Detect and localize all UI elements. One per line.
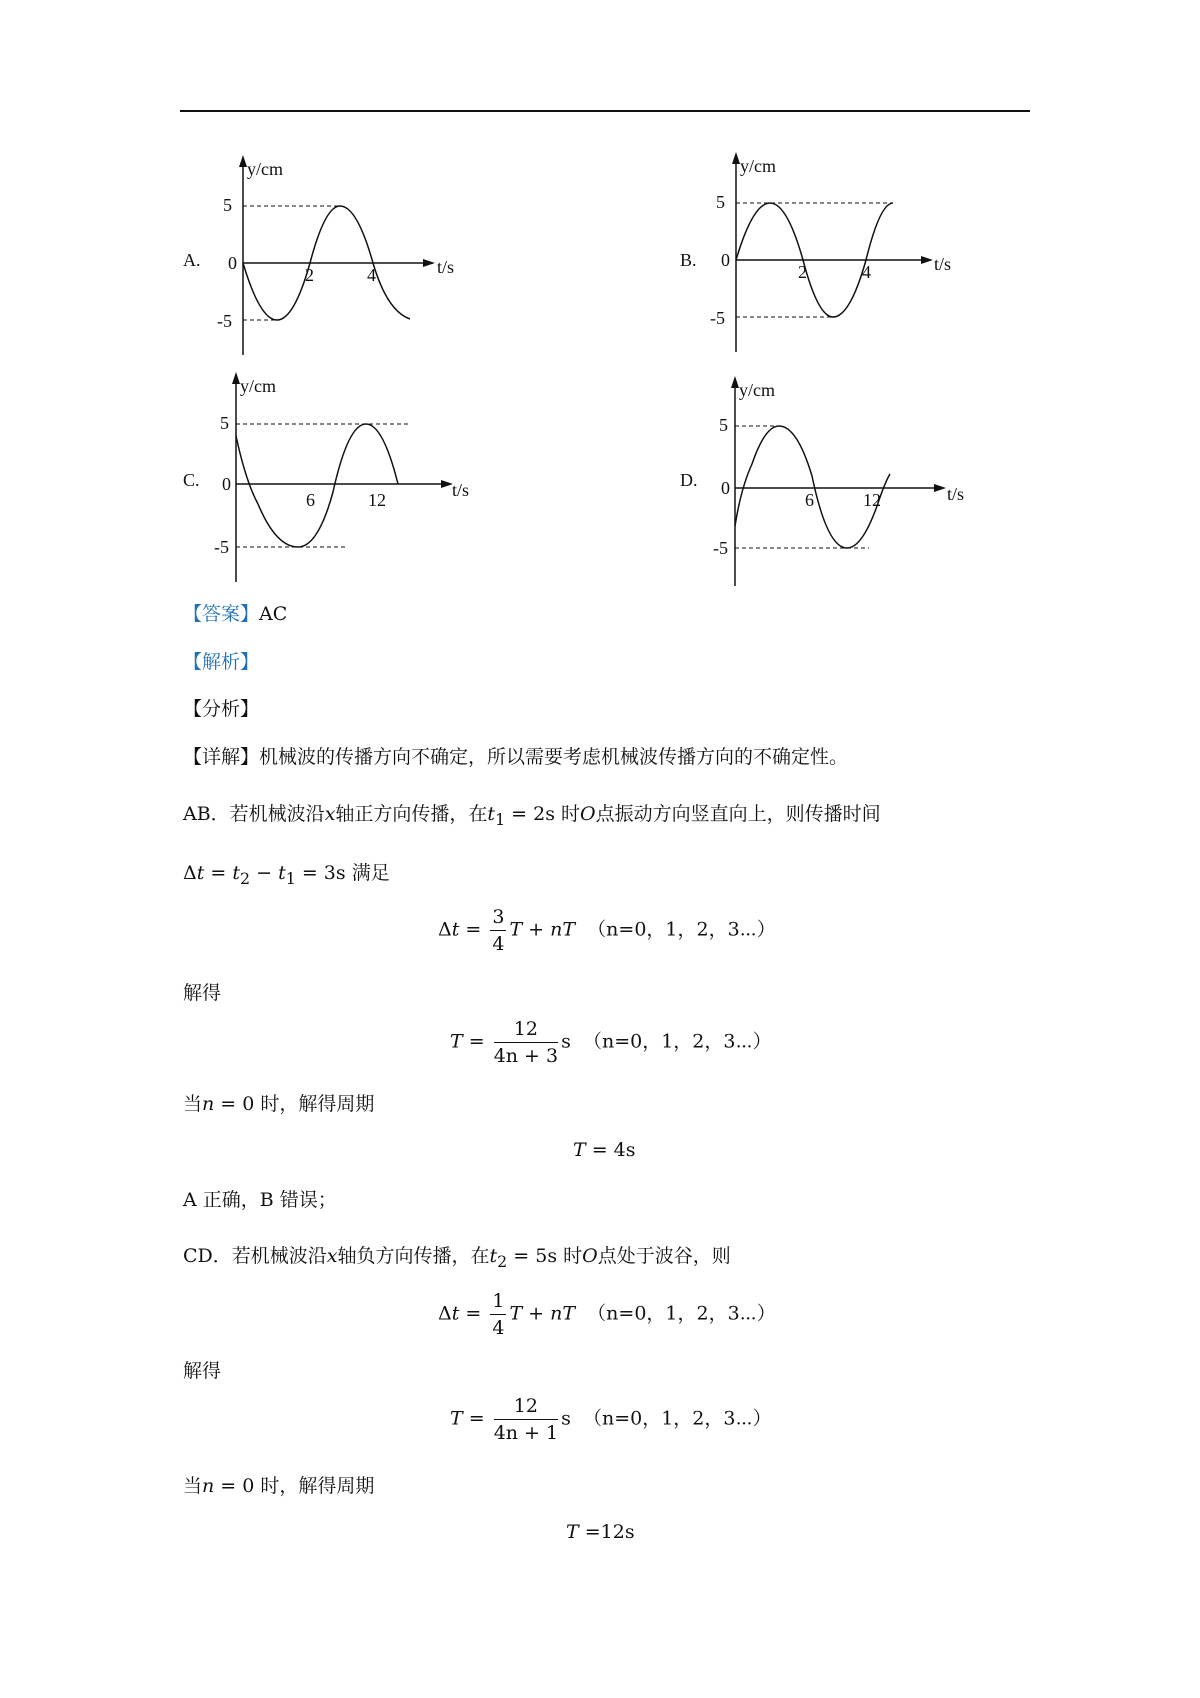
analysis-label: 【解析】 [183, 651, 260, 673]
ab-when-line [183, 1091, 374, 1117]
t-axis-arrow [423, 259, 435, 267]
cd-result [566, 1521, 635, 1543]
numerator: 3 [490, 906, 506, 931]
math-sub: 2 [240, 868, 251, 888]
graph-b [698, 152, 958, 352]
math-var: t [451, 1302, 460, 1325]
tick-label: 12 [863, 490, 881, 510]
t-label: t/s [452, 480, 470, 500]
text: AB．若机械波沿 [183, 803, 325, 825]
text: = [459, 1302, 488, 1325]
wave-curve [236, 424, 398, 547]
text: = [462, 1030, 491, 1053]
answer-label: 【答案】 [183, 603, 260, 625]
tick-label: 4 [367, 265, 376, 285]
tick-label: 2 [798, 262, 807, 282]
ab-jiede: 解得 [183, 982, 222, 1004]
y-max-label: 5 [719, 415, 728, 435]
ab-statement [183, 801, 881, 833]
y-label: y/cm [240, 376, 276, 396]
detail-line [183, 744, 848, 770]
math-sub: 1 [285, 868, 296, 888]
y-label: y/cm [739, 380, 775, 400]
math-var: T [450, 1407, 463, 1430]
math-var: t [278, 862, 286, 884]
fenxi-label: 【分析】 [183, 698, 260, 720]
math-var: O [582, 1245, 598, 1267]
math-var: t [451, 918, 460, 941]
math-var: t [232, 862, 241, 884]
math-expr: T + nT [509, 1302, 576, 1325]
fraction [490, 1290, 506, 1339]
t-label: t/s [947, 484, 965, 504]
math-var: x [326, 1245, 338, 1267]
y-label: y/cm [740, 156, 776, 176]
text: 当 [183, 1475, 203, 1497]
condition: （n=0，1，2，3⋯） [582, 1407, 772, 1430]
text: = [462, 1407, 491, 1430]
denominator: 4 [492, 933, 505, 955]
fraction [490, 906, 506, 955]
text: =12s [578, 1521, 635, 1543]
t-label: t/s [934, 254, 952, 274]
t-axis-arrow [921, 256, 933, 264]
option-b-label: B. [680, 250, 697, 270]
text: = 2s 时 [505, 803, 581, 825]
math-var: T [573, 1139, 586, 1161]
cd-equation-2 [450, 1395, 772, 1444]
text: = 5s 时 [507, 1245, 583, 1267]
numerator: 12 [494, 1018, 558, 1043]
tick-label: 4 [862, 262, 871, 282]
numerator: 1 [490, 1290, 506, 1315]
detail-label: 【详解】 [183, 746, 260, 768]
text: = [459, 918, 488, 941]
answer-line [183, 601, 287, 627]
cd-jiede: 解得 [183, 1360, 222, 1382]
condition: （n=0，1，2，3⋯） [582, 1030, 772, 1053]
detail-text: 机械波的传播方向不确定，所以需要考虑机械波传播方向的不确定性。 [259, 746, 849, 768]
tick-label: 2 [305, 265, 314, 285]
y-max-label: 5 [716, 192, 725, 212]
y-axis-arrow [232, 372, 240, 384]
origin-label: 0 [228, 253, 237, 273]
text: 轴负方向传播，在 [337, 1245, 490, 1267]
ab-result [573, 1139, 636, 1161]
answer-value: AC [259, 603, 288, 625]
t-label: t/s [437, 257, 455, 277]
y-min-label: -5 [713, 538, 728, 558]
math-var: n [202, 1093, 215, 1115]
tick-label: 6 [805, 490, 814, 510]
text: 当 [183, 1093, 203, 1115]
option-d-label: D. [680, 470, 698, 490]
origin-label: 0 [721, 250, 730, 270]
cd-equation-1 [438, 1290, 776, 1339]
option-c-label: C. [183, 470, 200, 490]
y-axis-arrow [239, 155, 247, 167]
condition: （n=0，1，2，3⋯） [587, 918, 776, 941]
math-var: t [196, 862, 205, 884]
y-max-label: 5 [223, 195, 232, 215]
option-a-label: A. [183, 250, 201, 270]
ab-conclusion: A 正确，B 错误； [183, 1189, 337, 1211]
ab-dt-line [183, 860, 390, 892]
graph-c [198, 372, 470, 582]
ab-equation-1 [438, 906, 776, 955]
header-rule [180, 110, 1030, 112]
y-label: y/cm [247, 159, 283, 179]
fraction [494, 1395, 558, 1444]
y-axis-arrow [732, 152, 740, 164]
text: = [204, 862, 233, 884]
text: 点振动方向竖直向上，则传播时间 [595, 803, 881, 825]
y-min-label: -5 [217, 311, 232, 331]
math-var: O [580, 803, 596, 825]
text: = 4s [585, 1139, 636, 1161]
graph-a [205, 155, 465, 355]
condition: （n=0，1，2，3⋯） [587, 1302, 776, 1325]
denominator: 4n + 3 [493, 1045, 559, 1067]
ab-equation-2 [450, 1018, 772, 1067]
y-min-label: -5 [214, 537, 229, 557]
math-var: n [202, 1475, 215, 1497]
text: Δ [183, 862, 197, 884]
math-var: x [324, 803, 336, 825]
origin-label: 0 [222, 474, 231, 494]
y-max-label: 5 [220, 413, 229, 433]
origin-label: 0 [721, 478, 730, 498]
math-sub: 2 [497, 1251, 508, 1271]
text: Δ [438, 918, 452, 941]
text: 点处于波谷，则 [597, 1245, 731, 1267]
numerator: 12 [494, 1395, 558, 1420]
tick-label: 12 [368, 490, 386, 510]
cd-statement [183, 1243, 731, 1275]
cd-when-line [183, 1473, 374, 1499]
text: = 3s 满足 [295, 862, 390, 884]
math-var: t [487, 803, 496, 825]
math-var: T [450, 1030, 463, 1053]
y-axis-arrow [731, 376, 739, 388]
math-var: T [566, 1521, 579, 1543]
y-min-label: -5 [710, 308, 725, 328]
unit: s [561, 1030, 571, 1053]
graph-d [697, 376, 967, 586]
fraction [494, 1018, 558, 1067]
text: Δ [438, 1302, 452, 1325]
text: − [250, 862, 279, 884]
math-expr: T + nT [509, 918, 576, 941]
text: CD．若机械波沿 [183, 1245, 327, 1267]
unit: s [561, 1407, 571, 1430]
t-axis-arrow [934, 484, 946, 492]
math-var: t [489, 1245, 498, 1267]
text: 轴正方向传播，在 [335, 803, 488, 825]
wave-curve [735, 426, 890, 548]
text: = 0 时，解得周期 [214, 1475, 375, 1497]
math-sub: 1 [495, 809, 506, 829]
denominator: 4n + 1 [493, 1422, 559, 1444]
tick-label: 6 [306, 490, 315, 510]
text: = 0 时，解得周期 [214, 1093, 375, 1115]
denominator: 4 [492, 1317, 505, 1339]
